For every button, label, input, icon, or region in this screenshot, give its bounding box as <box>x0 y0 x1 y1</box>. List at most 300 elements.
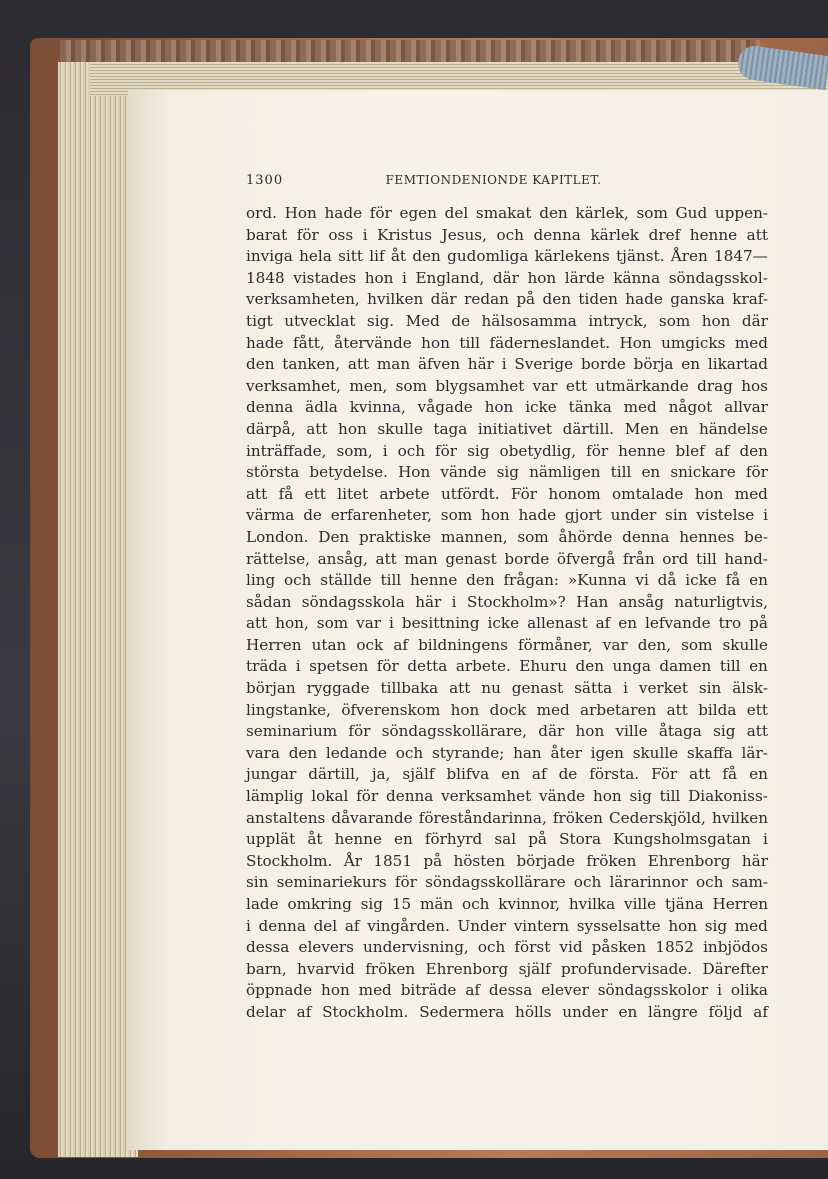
word: elevers <box>298 938 354 957</box>
word: be- <box>744 527 768 546</box>
word: gjort <box>564 506 602 525</box>
word: genast <box>511 679 564 698</box>
text-line <box>246 592 768 614</box>
word: i <box>501 355 507 374</box>
text-line <box>246 851 768 873</box>
word: Hon <box>398 463 431 482</box>
word: under <box>562 1002 608 1021</box>
word: tjänst. <box>616 247 665 266</box>
word: icke <box>487 614 520 633</box>
word: sal <box>494 830 517 849</box>
word: bilda <box>698 700 737 719</box>
word: arbete. <box>455 657 511 676</box>
word: nämligen <box>529 463 601 482</box>
word: henne <box>334 830 382 849</box>
word: lärarinnor <box>609 873 688 892</box>
word: utvecklat <box>284 311 356 330</box>
word: seminariekurs <box>276 873 387 892</box>
text-line <box>246 289 768 311</box>
text-line <box>246 700 768 722</box>
word: sin <box>665 506 688 525</box>
word: Herren <box>712 895 768 913</box>
word: Kristus <box>377 225 433 244</box>
word: verksamheten, <box>246 290 360 309</box>
word: del <box>444 204 469 222</box>
word: borde <box>504 549 550 568</box>
word: en <box>618 1002 638 1021</box>
word: jungar <box>246 765 297 784</box>
word: sitt <box>338 247 363 266</box>
word: fäderneslandet. <box>489 333 611 352</box>
word: omtalade <box>612 484 684 503</box>
word: och <box>573 873 602 892</box>
word: hvilken <box>711 808 768 827</box>
text-line <box>246 829 768 851</box>
word: att <box>306 419 328 438</box>
word: denna <box>622 527 670 546</box>
word: igen <box>590 743 624 762</box>
word: i <box>717 981 722 1000</box>
word: då <box>657 571 677 590</box>
word: Stockholm»? <box>466 592 566 611</box>
word: ledande <box>325 743 388 762</box>
word: ansåg, <box>317 549 368 568</box>
word: År <box>343 851 362 870</box>
text-line <box>246 484 768 506</box>
word: För <box>651 765 678 784</box>
word: dessa <box>246 938 290 957</box>
word: i <box>763 506 768 525</box>
page-edges-left <box>58 62 138 1157</box>
word: hennes <box>679 527 735 546</box>
word: åt <box>390 247 407 266</box>
word: icke <box>525 398 557 417</box>
word: intryck, <box>588 311 648 330</box>
word: själf <box>402 765 435 784</box>
word: sig <box>360 895 383 913</box>
word: att <box>246 484 268 503</box>
word: och <box>462 895 490 913</box>
text-line <box>246 872 768 894</box>
word: öfverenskom <box>341 700 441 719</box>
word: första. <box>589 765 640 784</box>
word: hela <box>299 247 332 266</box>
word: hand- <box>724 549 768 568</box>
word: hade <box>324 204 363 222</box>
word: med <box>536 700 570 719</box>
word: verksamhet, <box>246 376 341 395</box>
word: oss <box>328 225 354 244</box>
word: få <box>722 765 738 784</box>
text-line <box>246 462 768 484</box>
word: som <box>681 635 713 654</box>
word: följd <box>708 1002 743 1021</box>
word: ett <box>565 376 588 395</box>
word: hon, <box>275 614 309 633</box>
word: den <box>288 743 318 762</box>
word: Därefter <box>702 959 768 978</box>
word: till <box>696 549 717 568</box>
word: betydelse. <box>309 463 388 482</box>
page-number: 1300 <box>246 173 284 188</box>
word: Han <box>576 592 609 611</box>
word: Ehuru <box>519 657 567 676</box>
word: fröken <box>365 959 416 978</box>
word: att <box>746 225 768 244</box>
word: träda <box>246 657 288 676</box>
word: frågan: <box>503 571 560 590</box>
word: för <box>369 204 392 222</box>
word: lär- <box>741 743 768 762</box>
word: blifva <box>446 765 490 784</box>
word: en <box>749 571 768 590</box>
word: män <box>419 895 454 913</box>
word: barn, <box>246 959 287 978</box>
word: erfarenheter, <box>330 506 432 525</box>
word: rättelse, <box>246 549 310 568</box>
word: Cederskjöld, <box>609 808 706 827</box>
word: Med <box>405 311 440 330</box>
word: Ehrenborg <box>425 959 509 978</box>
word: unga <box>612 657 651 676</box>
word: och <box>395 743 424 762</box>
word: för <box>356 787 379 806</box>
word: honom <box>548 484 601 503</box>
word: man <box>404 549 438 568</box>
word: en <box>394 830 413 849</box>
word: som <box>316 614 349 633</box>
word: en <box>669 419 689 438</box>
word: drag <box>697 376 733 395</box>
word: känna <box>613 268 661 287</box>
word: af <box>595 614 611 633</box>
word: i <box>451 592 457 611</box>
word: till <box>719 657 741 676</box>
word: gudomliga <box>447 247 529 266</box>
word: till <box>380 571 402 590</box>
word: på <box>423 851 443 870</box>
word: hon <box>668 916 698 935</box>
text-line <box>246 894 768 916</box>
word: fröken <box>586 851 637 870</box>
word: 1852 <box>655 938 694 957</box>
word: ville <box>624 895 657 913</box>
word: omkring <box>287 895 352 913</box>
word: denna <box>258 916 306 935</box>
word: initiativet <box>477 419 553 438</box>
word: längre <box>648 1002 698 1021</box>
word: Hon <box>284 204 317 222</box>
word: söndagsskollärare, <box>381 722 527 741</box>
word: hon <box>701 311 731 330</box>
word: Sedermera <box>419 1002 505 1021</box>
text-line <box>246 246 768 268</box>
word: dref <box>648 225 681 244</box>
word: redan <box>464 290 509 309</box>
text-line <box>246 743 768 765</box>
word: lefvande <box>645 614 711 633</box>
word: spetsen <box>309 657 369 676</box>
word: öppnade <box>246 981 313 1000</box>
word: för <box>745 463 768 482</box>
word: skulle <box>377 419 423 438</box>
word: utan <box>311 635 347 654</box>
word: Jesus, <box>441 225 487 244</box>
word: hon <box>484 398 514 417</box>
word: sig <box>713 722 736 741</box>
word: börja <box>633 355 674 374</box>
word: seminarium <box>246 722 338 741</box>
word: dessa <box>488 981 533 1000</box>
word: ansåg <box>618 592 665 611</box>
word: hon <box>592 787 622 806</box>
word: händelse <box>698 419 768 438</box>
word: hade <box>625 290 663 309</box>
word: till <box>659 787 681 806</box>
word: en <box>618 614 638 633</box>
word: på <box>749 614 768 633</box>
word: bildningens <box>418 635 508 654</box>
word: profundervisade. <box>561 959 693 978</box>
word: att <box>666 700 688 719</box>
word: utmärkande <box>595 376 689 395</box>
word: kraf- <box>732 290 768 309</box>
word: själf <box>518 959 551 978</box>
text-line <box>246 225 768 247</box>
word: allenast <box>527 614 588 633</box>
word: här <box>467 355 494 374</box>
word: åt <box>307 830 323 849</box>
word: ord. <box>246 204 277 222</box>
word: besittning <box>401 614 480 633</box>
word: men, <box>349 376 388 395</box>
word: söndagsskolor <box>597 981 709 1000</box>
word: 1851 <box>373 851 412 870</box>
word: som, <box>336 441 373 460</box>
word: hvilken <box>367 290 424 309</box>
word: lokal <box>311 787 349 806</box>
word: skulle <box>722 635 768 654</box>
word: sig <box>496 463 519 482</box>
word: tiden <box>578 290 618 309</box>
word: värma <box>246 506 295 525</box>
word: sig. <box>366 311 395 330</box>
text-line <box>246 505 768 527</box>
word: hon <box>321 981 350 1000</box>
body-text <box>246 203 768 1024</box>
word: vintern <box>513 916 570 935</box>
word: vistelse <box>696 506 755 525</box>
word: Hon <box>619 333 652 352</box>
word: lämplig <box>246 787 304 806</box>
word: största <box>246 463 300 482</box>
word: söndagsskollärare <box>425 873 566 892</box>
word: få <box>278 484 294 503</box>
word: För <box>510 484 538 503</box>
word: allvar <box>724 398 768 417</box>
word: ville <box>615 722 648 741</box>
word: för <box>586 441 609 460</box>
word: blygsamhet <box>435 376 525 395</box>
word: ett <box>746 700 768 719</box>
word: en <box>681 355 701 374</box>
text-line <box>246 311 768 333</box>
text-line <box>246 764 768 786</box>
page-text-block <box>246 173 768 1024</box>
word: här <box>415 592 442 611</box>
word: ja, <box>371 765 391 784</box>
word: med <box>358 981 392 1000</box>
word: vara <box>246 743 280 762</box>
word: påsken <box>591 938 647 957</box>
word: kärlekens <box>534 247 610 266</box>
word: Sverige <box>514 355 574 374</box>
word: af <box>465 981 481 1000</box>
text-line <box>246 333 768 355</box>
word: i <box>362 225 368 244</box>
word: och <box>397 441 426 460</box>
word: Åren <box>670 247 708 266</box>
word: som <box>440 506 473 525</box>
text-line <box>246 786 768 808</box>
word: för <box>376 657 399 676</box>
word: ling <box>246 571 276 590</box>
word: att <box>746 722 768 741</box>
word: förhyrd <box>424 830 483 849</box>
word: denna <box>246 398 294 417</box>
word: hölls <box>515 1002 552 1021</box>
word: med <box>623 398 657 417</box>
word: sätta <box>574 679 613 698</box>
word: som <box>636 204 668 222</box>
word: tänka <box>568 398 612 417</box>
text-line <box>246 808 768 830</box>
word: man <box>376 355 411 374</box>
word: dock <box>489 700 527 719</box>
word: Herren <box>246 635 302 654</box>
word: smakat <box>475 204 532 222</box>
word: uppen- <box>714 204 768 222</box>
page-header <box>246 173 768 195</box>
word: henne <box>689 225 738 244</box>
word: började <box>516 851 576 870</box>
word: sam- <box>731 873 768 892</box>
word: af <box>296 1002 312 1021</box>
word: af <box>344 916 360 935</box>
word: som <box>395 376 427 395</box>
word: hos <box>741 376 768 395</box>
word: de <box>303 506 322 525</box>
word: den <box>542 290 571 309</box>
word: att <box>375 549 397 568</box>
word: sig <box>629 787 652 806</box>
word: 1848 <box>246 268 285 287</box>
word: öfvergå <box>556 549 616 568</box>
word: Stockholm. <box>322 1002 409 1021</box>
word: hon <box>421 333 450 352</box>
word: Den <box>318 527 350 546</box>
word: och <box>496 225 524 244</box>
word: ock <box>356 635 384 654</box>
word: och <box>695 873 724 892</box>
word: hon <box>450 700 480 719</box>
word: den <box>739 441 768 460</box>
word: lärde <box>564 268 605 287</box>
word: med <box>734 484 768 503</box>
word: hade <box>246 333 284 352</box>
word: damen <box>659 657 712 676</box>
word: få <box>725 571 741 590</box>
word: 15 <box>391 895 412 913</box>
word: af <box>531 765 547 784</box>
word: vände <box>440 463 487 482</box>
text-line <box>246 678 768 700</box>
word: Ehrenborg <box>647 851 731 870</box>
word: därtill, <box>308 765 360 784</box>
word: där <box>430 290 457 309</box>
text-line <box>246 721 768 743</box>
word: detta <box>407 657 448 676</box>
word: nu <box>481 679 501 698</box>
word: för <box>296 225 319 244</box>
text-line <box>246 1002 768 1024</box>
word: därpå, <box>246 419 296 438</box>
word: var <box>602 635 628 654</box>
word: denna <box>533 225 581 244</box>
word: England, <box>415 268 485 287</box>
word: på <box>516 290 536 309</box>
word: var <box>356 614 382 633</box>
word: snickare <box>670 463 736 482</box>
word: den <box>466 571 495 590</box>
word: vid <box>559 938 583 957</box>
word: mannen, <box>440 527 508 546</box>
word: för <box>348 722 371 741</box>
word: att <box>689 765 711 784</box>
word: de <box>451 311 471 330</box>
word: upplät <box>246 830 296 849</box>
text-line <box>246 419 768 441</box>
word: kärlek <box>590 225 640 244</box>
word: hälsosamma <box>481 311 577 330</box>
text-line <box>246 613 768 635</box>
word: 1847— <box>714 247 768 266</box>
word: hvilka <box>568 895 616 913</box>
word: tro <box>718 614 742 633</box>
word: sådan <box>246 592 292 611</box>
word: att <box>246 614 268 633</box>
word: inviga <box>246 247 293 266</box>
word: hon <box>527 268 557 287</box>
text-line <box>246 937 768 959</box>
word: att <box>347 355 370 374</box>
word: anstaltens <box>246 808 326 827</box>
word: vände <box>539 787 586 806</box>
word: som <box>517 527 549 546</box>
word: början <box>246 679 296 698</box>
word: tanken, <box>282 355 341 374</box>
word: åter <box>550 743 582 762</box>
running-title: FEMTIONDENIONDE KAPITLET. <box>385 173 602 187</box>
word: henne <box>618 441 666 460</box>
word: hösten <box>453 851 506 870</box>
word: af <box>393 635 408 654</box>
word: först <box>514 938 551 957</box>
word: dåvarande <box>331 808 413 827</box>
word: den <box>539 204 568 222</box>
word: sin <box>698 679 722 698</box>
word: likartad <box>707 355 768 374</box>
